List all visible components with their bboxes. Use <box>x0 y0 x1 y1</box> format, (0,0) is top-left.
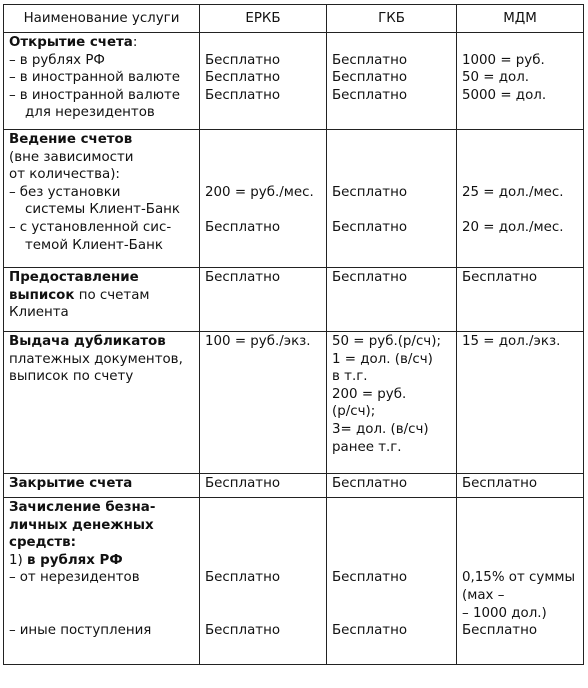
service-cell: Ведение счетов (вне зависимости от количества): – без установки системы Клиент-Банк – с установленной сис- темой Клиент-Банк <box>4 130 200 268</box>
service-title: Закрытие счета <box>9 476 133 491</box>
gkb-cell: Бесплатно <box>327 474 457 498</box>
service-title: Открытие счета <box>9 35 133 50</box>
header-erkb: ЕРКБ <box>200 5 327 33</box>
service-title: Зачисление безна- <box>9 500 156 515</box>
mdm-cell: 15 = дол./экз. <box>457 332 584 474</box>
table-row-statements <box>4 268 584 332</box>
header-service: Наименование услуги <box>4 5 200 33</box>
service-cell: Открытие счета: – в рублях РФ – в иностранной валюте – в иностранной валюте для нерезидентов <box>4 33 200 130</box>
mdm-cell: 1000 = руб. 50 = дол. 5000 = дол. <box>457 33 584 130</box>
bank-tariff-table <box>3 4 584 665</box>
gkb-cell: 50 = руб.(р/сч); 1 = дол. (в/сч) в т.г. 200 = руб. (р/сч); 3= дол. (в/сч) ранее т.г. <box>327 332 457 474</box>
header-mdm: МДМ <box>457 5 584 33</box>
table-row-account-closing <box>4 474 584 498</box>
mdm-cell: Бесплатно <box>457 268 584 332</box>
gkb-cell: Бесплатно Бесплатно <box>327 130 457 268</box>
table-row-account-maintenance <box>4 130 584 268</box>
service-cell: Предоставление выписок по счетам Клиента <box>4 268 200 332</box>
service-title: Ведение счетов <box>9 132 133 147</box>
erkb-cell: 100 = руб./экз. <box>200 332 327 474</box>
service-cell: Выдача дубликатов платежных документов, выписок по счету <box>4 332 200 474</box>
header-gkb: ГКБ <box>327 5 457 33</box>
erkb-cell: Бесплатно <box>200 268 327 332</box>
service-title: Предоставление <box>9 270 139 285</box>
table-row-duplicates <box>4 332 584 474</box>
erkb-cell: 200 = руб./мес. Бесплатно <box>200 130 327 268</box>
table-header-row <box>4 5 584 33</box>
service-cell: Зачисление безна- личных денежных средств: 1) в рублях РФ – от нерезидентов – иные поступления <box>4 498 200 665</box>
mdm-cell: Бесплатно <box>457 474 584 498</box>
erkb-cell: Бесплатно Бесплатно <box>200 498 327 665</box>
gkb-cell: Бесплатно Бесплатно Бесплатно <box>327 33 457 130</box>
service-title: Выдача дубликатов <box>9 334 166 349</box>
table-row-crediting <box>4 498 584 665</box>
gkb-cell: Бесплатно Бесплатно <box>327 498 457 665</box>
table-row-account-opening <box>4 33 584 130</box>
gkb-cell: Бесплатно <box>327 268 457 332</box>
erkb-cell: Бесплатно <box>200 474 327 498</box>
mdm-cell: 25 = дол./мес. 20 = дол./мес. <box>457 130 584 268</box>
tariff-table-container <box>3 4 584 665</box>
erkb-cell: Бесплатно Бесплатно Бесплатно <box>200 33 327 130</box>
mdm-cell: 0,15% от суммы (мах – – 1000 дол.) Бесплатно <box>457 498 584 665</box>
service-cell <box>4 474 200 498</box>
